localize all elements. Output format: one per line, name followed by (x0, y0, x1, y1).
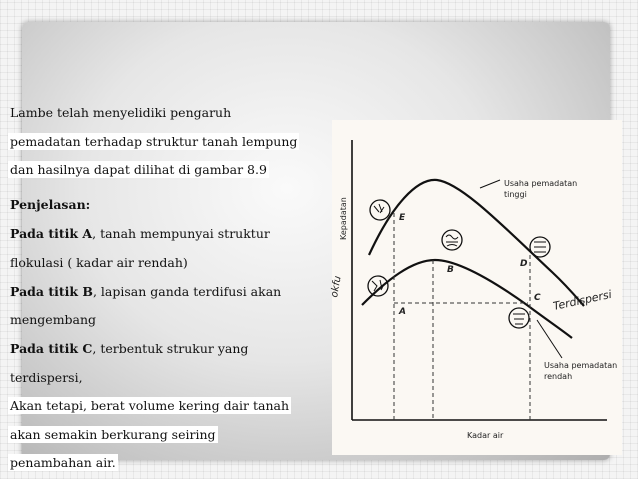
point-d-label: D (520, 259, 528, 269)
point-b-lead: Pada titik B (10, 284, 93, 299)
point-b-line (8, 283, 283, 300)
intro-line-2: pemadatan terhadap struktur tanah lempung (10, 134, 298, 149)
y-axis-label: Kepadatan (339, 197, 348, 240)
point-e-label: E (399, 213, 406, 223)
high-curve-pointer (480, 180, 500, 188)
conclusion-line-3: penambahan air. (10, 455, 116, 470)
point-a-text: , tanah mempunyai struktur (92, 226, 270, 241)
structure-circle-b (442, 230, 462, 250)
compaction-figure (329, 120, 622, 455)
x-axis-label: Kadar air (467, 431, 504, 440)
conclusion-line-1: Akan tetapi, berat volume kering dair tanah (10, 398, 290, 413)
point-c-lead: Pada titik C (10, 341, 93, 356)
point-a-continuation: flokulasi ( kadar air rendah) (10, 255, 188, 270)
high-curve-label-line-1: Usaha pemadatan (504, 179, 578, 188)
structure-circle-e (370, 200, 390, 220)
high-curve-label-line-2: tinggi (504, 190, 527, 199)
handwritten-note-left: okfu (329, 275, 344, 299)
structure-circle-a (368, 276, 388, 296)
low-curve-label-line-2: rendah (544, 372, 573, 381)
point-b-continuation: mengembang (10, 312, 97, 327)
low-curve-pointer (537, 320, 562, 358)
point-c-continuation: terdispersi, (10, 370, 83, 385)
compaction-diagram (329, 120, 622, 455)
explanation-heading: Penjelasan: (10, 197, 91, 212)
conclusion-line-2: akan semakin berkurang seiring (10, 427, 216, 442)
point-a-lead: Pada titik A (10, 226, 93, 241)
point-b-label: B (447, 265, 454, 275)
structure-circle-c (509, 308, 529, 328)
point-a-line (8, 225, 272, 242)
point-c-label: C (534, 293, 541, 303)
intro-line-1: Lambe telah menyelidiki pengaruh (10, 105, 232, 120)
point-c-line (8, 340, 250, 357)
low-curve-label-line-1: Usaha pemadatan (544, 361, 618, 370)
point-b-text: , lapisan ganda terdifusi akan (92, 284, 282, 299)
point-c-text: , terbentuk strukur yang (92, 341, 249, 356)
intro-line-3: dan hasilnya dapat dilihat di gambar 8.9 (10, 162, 267, 177)
high-effort-curve (369, 180, 584, 306)
point-a-label: A (399, 307, 406, 317)
handwritten-note-right: Terdispersi (551, 287, 613, 313)
structure-circle-d (530, 237, 550, 257)
